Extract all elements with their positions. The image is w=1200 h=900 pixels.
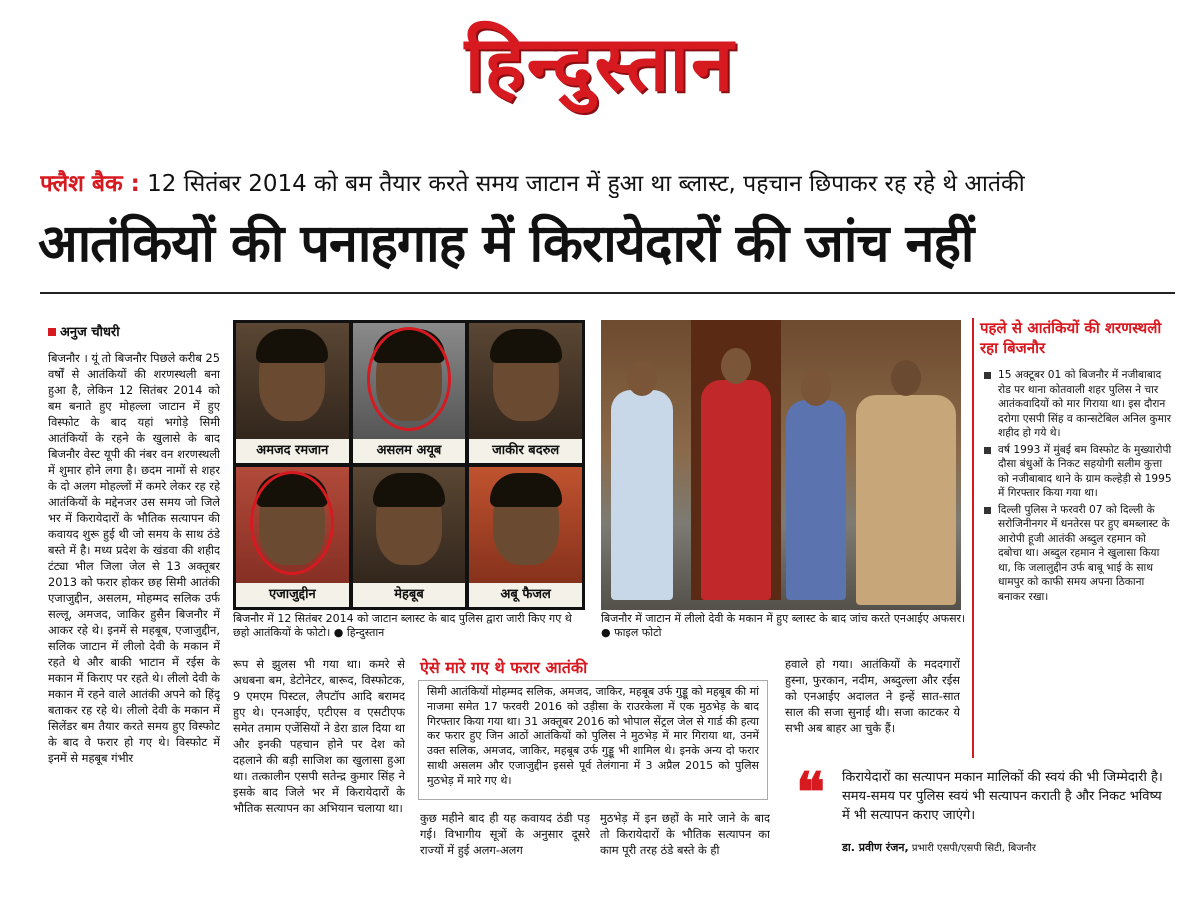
- sidebar-title: पहले से आतंकियों की शरणस्थली रहा बिजनौर: [980, 319, 1162, 357]
- sidebar-rule: [972, 318, 974, 758]
- byline: [48, 322, 120, 340]
- quote-icon: ❝: [796, 760, 826, 824]
- quote-author-title: प्रभारी एसपी/एसपी सिटी, बिजनौर: [911, 843, 1037, 854]
- photo-caption-mugshots: बिजनौर में 12 सितंबर 2014 को जाटान ब्लास्ट के बाद पुलिस द्वारा जारी किए गए थे छहो आतंकियों के फोटो। ● हिन्दुस्तान: [233, 612, 572, 639]
- article-column-5: हवाले हो गया। आतंकियों के मददगारों हुस्ना, फुरकान, नदीम, अब्दुल्ला और रईस को एनआईए अदालत ने इन्हें सात-सात साल की सजा सुनाई थी। सजा काटकर ये सभी अब बाहर आ चुके हैं।: [785, 657, 960, 735]
- quote-text: किरायेदारों का सत्यापन मकान मालिकों की स्वयं की भी जिम्मेदारी है। समय-समय पर पुलिस स्वयं भी सत्यापन कराती है और निकट भविष्य में भी सत्यापन कराए जाएंगे।: [842, 770, 1163, 823]
- box-text: सिमी आतंकियों मोहम्मद सलिक, अमजद, जाकिर, महबूब उर्फ गुड्डू को महबूब की मां नाजमा समेत 17 फरवरी 2016 को उड़ीसा के राउरकेला में एक मुठभेड़ के बाद गिरफ्तार किया गया था। 31 अक्तूबर 2016 को भोपाल सेंट्रल जेल से गार्ड की हत्या कर फरार हुए जिन आठों आतंकियों को पुलिस ने मुठभेड़ में मार गिराया था, उनमें उक्त सलिक, अमजद, जाकिर, महबूब उर्फ गुड्डू भी शामिल थे। इनके अन्य दो फरार साथी असलम और एजाजुद्दीन इससे पूर्व तेलंगाना में 3 अप्रैल 2015 को पुलिस मुठभेड़ में मारे गए थे।: [418, 680, 768, 800]
- sidebar-list: [982, 368, 1172, 606]
- sidebar-item: 15 अक्टूबर 01 को बिजनौर में नजीबाबाद रोड पर थाना कोतवाली शहर पुलिस ने चार आतंकवादियों को मार गिराया था। इस दौरान दरोगा एसपी सिंह व कान्सटेबिल अनिल कुमार शहीद हो गये थे।: [982, 368, 1172, 441]
- mugshot: [469, 323, 582, 463]
- article-column-2: रूप से झुलस भी गया था। कमरे से अधबना बम, डेटोनेटर, बारूद, विस्फोटक, 9 एमएम पिस्टल, लैपटॉप आदि बरामद हुए थे। एनआईए, एटीएस व एसटीएफ समेत तमाम एजेंसियों ने डेरा डाल दिया था और इनकी पहचान होने पर देश को दहलाने की बड़ी साजिश का खुलासा हुआ था। तत्कालीन एसपी सतेन्द्र कुमार सिंह ने इसके बाद जिले भर में किरायेदारों के भौतिक सत्यापन का अभियान चलाया था।: [233, 657, 405, 815]
- quote-author-name: डा. प्रवीण रंजन,: [842, 841, 909, 854]
- photo-caption-investigation: बिजनौर में जाटान में लीलो देवी के मकान में हुए ब्लास्ट के बाद जांच करते एनआईए अफसर। ● फाइल फोटो: [601, 612, 966, 639]
- sidebar-item: वर्ष 1993 में मुंबई बम विस्फोट के मुख्यारोपी दौसा बंधुओं के निकट सहयोगी सलीम कुत्ता को नजीबाबाद थाने के ग्राम कल्हेड़ी से 1995 में गिरफ्तार किया गया था।: [982, 443, 1172, 501]
- headline-rule: [40, 292, 1175, 294]
- mugshot-name: एजाजुद्दीन: [236, 583, 349, 607]
- photo-person: [856, 395, 956, 605]
- mugshot-name: अमजद रमजान: [236, 439, 349, 463]
- article-column-1: बिजनौर । यूं तो बिजनौर पिछले करीब 25 वर्षों से आतंकियों की शरणस्थली बना हुआ है, लेकिन 12 सितंबर 2014 को बम बनाते हुए मोहल्ला जाटान में हुए विस्फोट के बाद यहां भगोड़े सिमी आतंकियों के रहने के खुलासे के बाद बिजनौर वेस्ट यूपी की नंबर वन शरणस्थली में शुमार होने लगा है। छदम नामों से शहर के दो अलग मोहल्लों में कमरे लेकर रह रहे आतंकियों के मद्देनजर उस समय जो जिले भर में किरायेदारों के भौतिक सत्यापन की कवायद शुरू हुई थी जो समय के साथ ठंडे बस्ते में है। मध्य प्रदेश के खंडवा की शहीद टंट्या भील जिला जेल से 13 अक्तूबर 2013 को फरार होकर छह सिमी आतंकी एजाजुद्दीन, असलम, मोहम्मद सलिक उर्फ सल्लू, अमजद, जाकिर हुसैन बिजनौर में आकर रहे थे। इनमें से महबूब, एजाजुद्दीन, सलिक जाटान में लीलो देवी के मकान में रहते थे और बाकी भाटान में रईस के मकान में किराए पर रहते थे। लीलो देवी के मकान में रहने वाले आतंकी अपने को हिंदू बताकर रह रहे थे। लीलो देवी के मकान में सिलेंडर बम तैयार करते समय हुए विस्फोट के बाद वे फरार हो गए थे। विस्फोट में इनमें से महबूब गंभीर: [48, 351, 220, 765]
- mugshot-grid: [233, 320, 585, 610]
- mugshot: [353, 323, 466, 463]
- mugshot: [236, 323, 349, 463]
- article-column-4: मुठभेड़ में इन छहों के मारे जाने के बाद तो किरायेदारों के भौतिक सत्यापन का काम पूरी तरह ठंडे बस्ते के ही: [600, 811, 770, 857]
- mugshot: [236, 467, 349, 607]
- mugshot-name: अबू फैजल: [469, 583, 582, 607]
- box-subhead: ऐसे मारे गए थे फरार आतंकी: [420, 658, 588, 677]
- photo-person: [701, 380, 771, 600]
- masthead-logo: हिन्दुस्तान: [464, 19, 736, 108]
- highlight-ring: [367, 327, 451, 431]
- highlight-ring: [250, 471, 334, 575]
- quote-box: [790, 760, 1175, 864]
- kicker: [40, 166, 1170, 198]
- photo-person: [611, 390, 673, 600]
- headline: आतंकियों की पनाहगाह में किरायेदारों की जांच नहीं: [38, 214, 974, 274]
- quote-author: [842, 840, 1036, 855]
- mugshot-name: मेहबूब: [353, 583, 466, 607]
- kicker-label: फ्लैश बैक :: [40, 171, 140, 197]
- article-column-3: कुछ महीने बाद ही यह कवायद ठंडी पड़ गई। विभागीय सूत्रों के अनुसार दूसरे राज्यों में हुई अलग-अलग: [420, 811, 590, 857]
- investigation-photo: [601, 320, 961, 610]
- photo-person: [786, 400, 846, 600]
- sidebar-item: दिल्ली पुलिस ने फरवरी 07 को दिल्ली के सरोजिनीनगर में धनतेरस पर हुए बमब्लास्ट के आरोपी हूजी आतंकी अब्दुल रहमान को दबोचा था। अब्दुल रहमान ने खुलासा किया था, कि जलालुद्दीन उर्फ बाबू भाई के साथ धामपुर को काफी समय अपना ठिकाना बनाकर रखा।: [982, 503, 1172, 605]
- byline-square-icon: [48, 328, 56, 336]
- masthead: [0, 10, 1200, 113]
- mugshot: [353, 467, 466, 607]
- mugshot-name: जाकीर बदरुल: [469, 439, 582, 463]
- kicker-text: 12 सितंबर 2014 को बम तैयार करते समय जाटान में हुआ था ब्लास्ट, पहचान छिपाकर रह रहे थे आतंकी: [147, 171, 1025, 197]
- byline-author: अनुज चौधरी: [60, 325, 120, 340]
- mugshot: [469, 467, 582, 607]
- mugshot-name: असलम अयूब: [353, 439, 466, 463]
